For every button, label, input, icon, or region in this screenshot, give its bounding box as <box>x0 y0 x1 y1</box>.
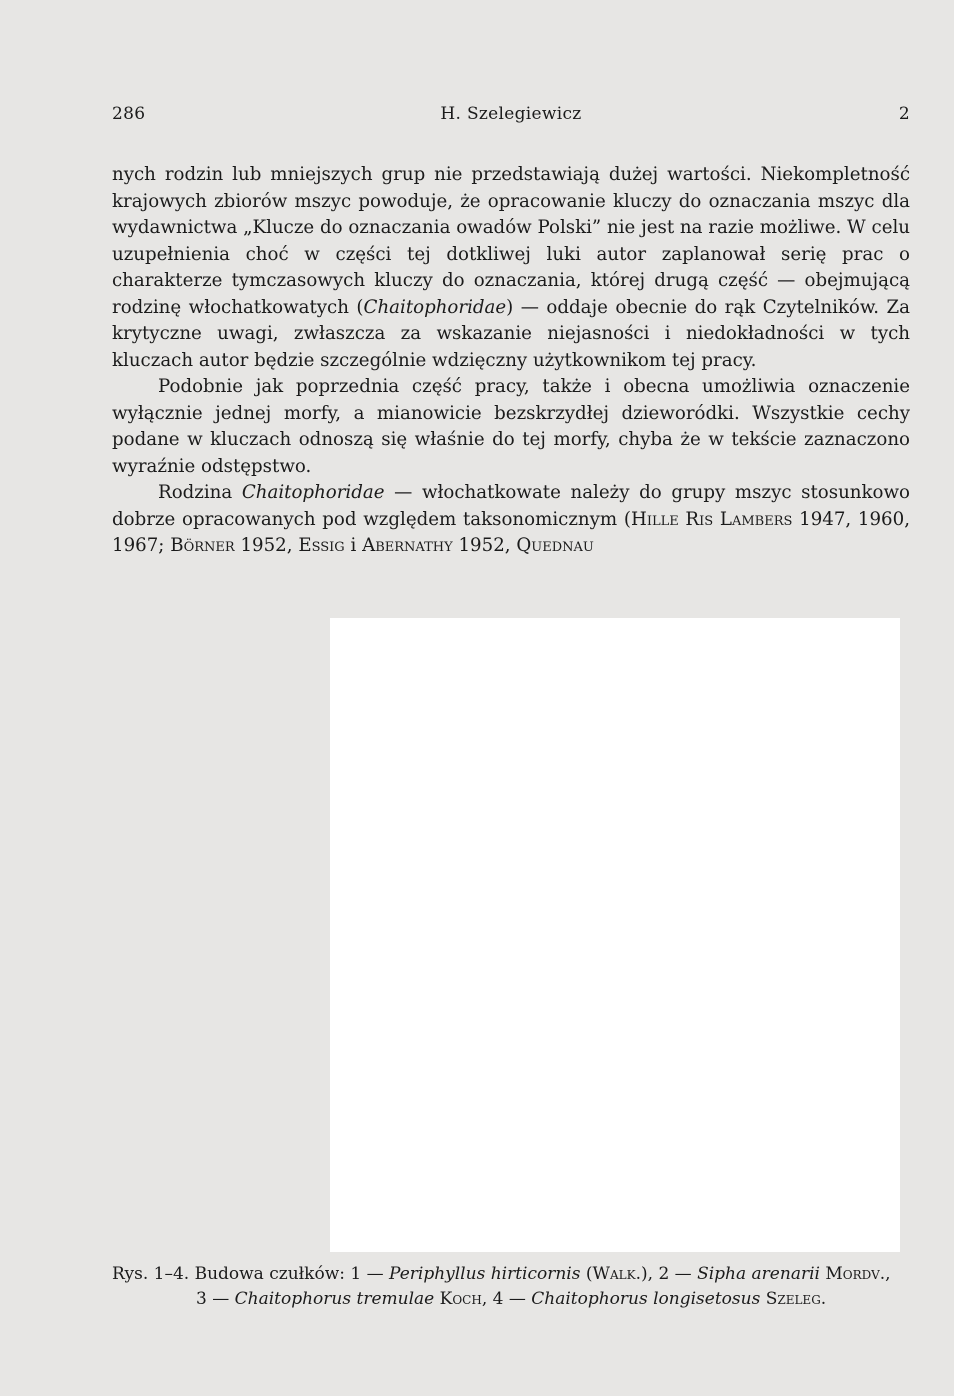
caption-authority-1: Walk. <box>592 1264 642 1284</box>
figure-caption <box>112 1262 910 1312</box>
p3-author-quednau: Quednau <box>516 535 594 556</box>
page-number: 286 <box>112 104 146 124</box>
caption-species-2: Sipha arenarii <box>697 1264 820 1284</box>
caption-line-1: Rys. 1–4. Budowa czułków: 1 — Periphyllus hirticornis (Walk.), 2 — Sipha arenarii Mordv., <box>112 1264 891 1284</box>
caption-sep-1: ), 2 — <box>641 1264 698 1284</box>
p3-author-abernathy: Abernathy <box>362 535 453 556</box>
p1-text-c: ) — oddaje obecnie do rąk Czytelników. Za krytyczne uwagi, zwłaszcza za wskazanie niejasności i niedokładności w tych kluczach autor będzie szczególnie wdzięczny użytkownikom tej pracy. <box>112 296 910 371</box>
p3-author-borner: Börner <box>170 535 235 556</box>
caption-authority-2: Mordv. <box>825 1264 886 1284</box>
figure-image <box>330 618 900 1252</box>
p1-taxon: Chaitophoridae <box>363 296 507 318</box>
paragraph-1 <box>112 162 910 374</box>
running-head-author: H. Szelegiewicz <box>440 104 582 124</box>
p3-text-i: i <box>344 535 363 556</box>
caption-species-3: Chaitophorus tremulae <box>234 1289 435 1309</box>
caption-sep-3: , 4 — <box>481 1289 532 1309</box>
running-header <box>112 104 910 134</box>
p3-text-e: 1947, 1960, 1967; <box>112 508 910 556</box>
paragraph-2: Podobnie jak poprzednia część pracy, także i obecna umożliwia oznaczenie wyłącznie jednej morfy, a mianowicie bezskrzydłej dzieworódki. Wszystkie cechy podane w kluczach odnoszą się właśnie do tej morfy, chyba że w tekście zaznaczono wyraźnie odstępstwo. <box>112 376 910 477</box>
caption-species-4: Chaitophorus longisetosus <box>531 1289 761 1309</box>
caption-line-2 <box>112 1287 910 1312</box>
caption-label: Rys. 1–4. Budowa czułków: 1 — <box>112 1264 390 1284</box>
caption-sep-2: 3 — <box>196 1289 235 1309</box>
body-text <box>112 162 910 560</box>
section-number: 2 <box>898 104 910 124</box>
p3-text-a: Rodzina <box>158 482 242 503</box>
caption-authority-4: Szeleg. <box>765 1289 827 1309</box>
p3-taxon: Chaitophoridae <box>241 482 385 503</box>
p3-text-g: 1952, <box>234 535 299 556</box>
p1-text-a: nych rodzin lub mniejszych grup nie przedstawiają dużej wartości. Niekompletność krajowych zbiorów mszyc powoduje, że opracowanie kluczy do oznaczania mszyc dla wydawnictwa „Klucze do oznaczania owadów Polski” nie jest na razie możliwe. W celu uzupełnienia choć w części tej dotkliwej luki autor zaplanował serię prac o charakterze tymczasowych kluczy do oznaczania, której drugą część — obejmującą rodzinę włochatkowatych ( <box>112 164 910 318</box>
paragraph-3 <box>112 480 910 560</box>
caption-species-1: Periphyllus hirticornis <box>389 1264 581 1284</box>
p3-text-c: — włochatkowate należy do grupy mszyc stosunkowo dobrze opracowanych pod względem taksonomicznym ( <box>112 482 910 530</box>
p3-author-essig: Essig <box>298 535 345 556</box>
caption-authority-3: Koch <box>439 1289 482 1309</box>
p3-text-k: 1952, <box>452 535 517 556</box>
p3-author-hille-ris-lambers: Hille Ris Lambers <box>630 508 793 530</box>
